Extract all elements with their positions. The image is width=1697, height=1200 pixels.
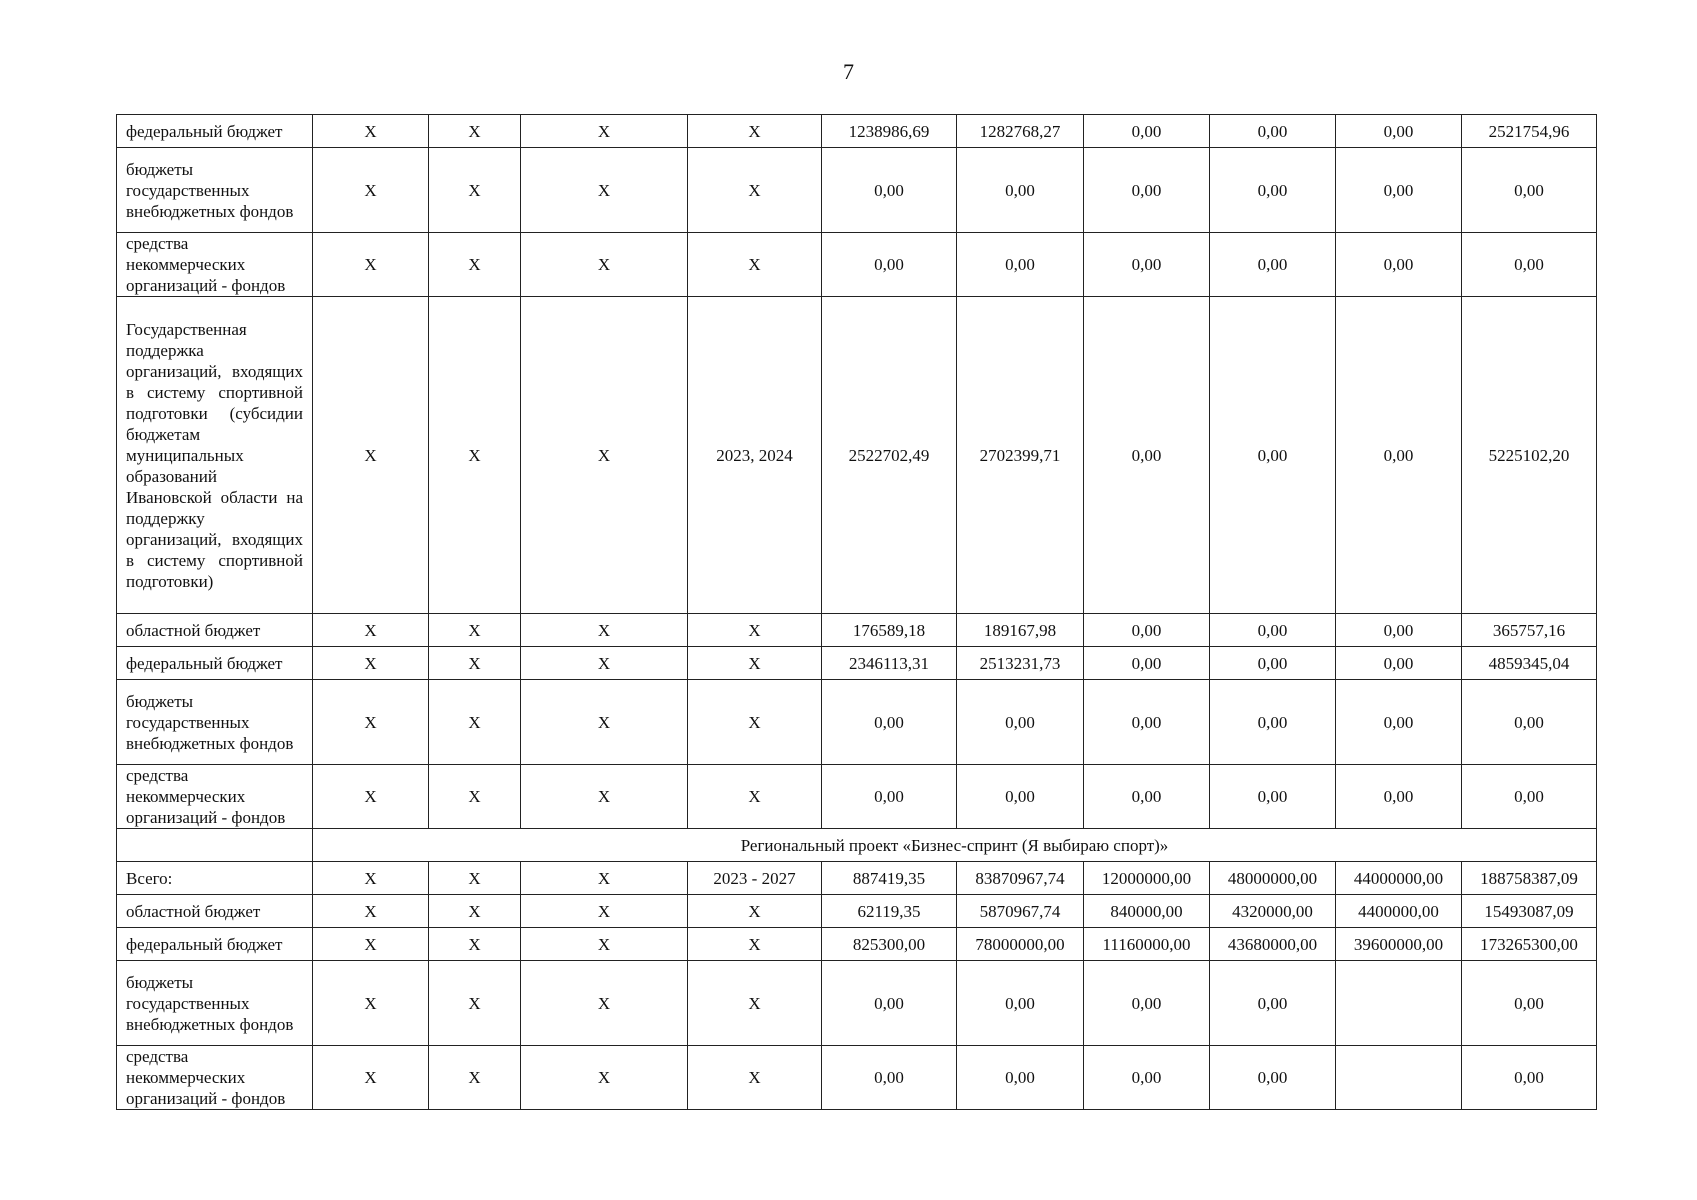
table-cell: Х: [313, 928, 429, 961]
table-cell: Х: [688, 928, 822, 961]
table-row: [117, 680, 1597, 765]
section-empty-cell: [117, 829, 313, 862]
table-cell: Х: [521, 297, 688, 614]
table-cell: 4320000,00: [1210, 895, 1336, 928]
table-cell: Х: [688, 233, 822, 297]
table-cell: 0,00: [1210, 614, 1336, 647]
table-row: [117, 895, 1597, 928]
table-cell: 0,00: [1210, 680, 1336, 765]
table-cell: 0,00: [1336, 115, 1462, 148]
table-cell: 43680000,00: [1210, 928, 1336, 961]
row-label: федеральный бюджет: [117, 115, 313, 148]
table-row: [117, 614, 1597, 647]
table-cell: 0,00: [1210, 297, 1336, 614]
table-cell: Х: [521, 895, 688, 928]
table-cell: 0,00: [1336, 614, 1462, 647]
table-cell: Х: [688, 961, 822, 1046]
table-cell: 4400000,00: [1336, 895, 1462, 928]
table-cell: 78000000,00: [957, 928, 1084, 961]
row-label: бюджеты государственных внебюджетных фондов: [117, 961, 313, 1046]
table-cell: Х: [521, 961, 688, 1046]
table-cell: Х: [688, 1046, 822, 1110]
table-cell: Х: [521, 115, 688, 148]
table-cell: Х: [429, 895, 521, 928]
table-cell: Х: [429, 961, 521, 1046]
table-cell: 0,00: [1210, 233, 1336, 297]
table-cell: 0,00: [957, 233, 1084, 297]
table-cell: 0,00: [822, 1046, 957, 1110]
table-cell: 0,00: [1462, 961, 1597, 1046]
table-cell: 0,00: [822, 148, 957, 233]
row-label: областной бюджет: [117, 614, 313, 647]
table-cell: Х: [313, 680, 429, 765]
table-body-part-2: [117, 862, 1597, 1110]
table-cell: Х: [688, 680, 822, 765]
table-cell: 0,00: [1210, 765, 1336, 829]
table-cell: 62119,35: [822, 895, 957, 928]
row-label: бюджеты государственных внебюджетных фондов: [117, 148, 313, 233]
table-cell: 0,00: [1462, 233, 1597, 297]
table-cell: 1238986,69: [822, 115, 957, 148]
row-label: средства некоммерческих организаций - фондов: [117, 765, 313, 829]
table-cell: 0,00: [1336, 765, 1462, 829]
table-row: [117, 148, 1597, 233]
table-cell: 2023, 2024: [688, 297, 822, 614]
table-body-part-1: [117, 115, 1597, 829]
row-label: средства некоммерческих организаций - фондов: [117, 1046, 313, 1110]
table-cell: Х: [521, 928, 688, 961]
table-cell: Х: [429, 297, 521, 614]
table-cell: 5225102,20: [1462, 297, 1597, 614]
table-cell: 0,00: [1084, 148, 1210, 233]
table-row: [117, 233, 1597, 297]
table-cell: 0,00: [1084, 233, 1210, 297]
table-cell: Х: [313, 961, 429, 1046]
table-row: [117, 928, 1597, 961]
table-cell: 44000000,00: [1336, 862, 1462, 895]
table-cell: 0,00: [1084, 115, 1210, 148]
table-cell: Х: [429, 647, 521, 680]
table-cell: 0,00: [1084, 1046, 1210, 1110]
table-cell: Х: [429, 614, 521, 647]
table-cell: 0,00: [1336, 233, 1462, 297]
table-cell: 83870967,74: [957, 862, 1084, 895]
table-cell: 0,00: [1210, 1046, 1336, 1110]
table-cell: 0,00: [957, 680, 1084, 765]
table-cell: Х: [313, 148, 429, 233]
table-cell: 0,00: [1210, 148, 1336, 233]
table-cell: Х: [313, 614, 429, 647]
row-label: бюджеты государственных внебюджетных фондов: [117, 680, 313, 765]
table-cell: Х: [521, 862, 688, 895]
table-row: [117, 647, 1597, 680]
page-number: 7: [843, 59, 854, 84]
table-cell: 0,00: [1210, 115, 1336, 148]
row-label: областной бюджет: [117, 895, 313, 928]
table-cell: 2702399,71: [957, 297, 1084, 614]
table-row: [117, 297, 1597, 614]
table-cell: Х: [521, 680, 688, 765]
table-cell: 48000000,00: [1210, 862, 1336, 895]
table-cell: 0,00: [1084, 297, 1210, 614]
table-cell: 0,00: [1084, 961, 1210, 1046]
table-cell: [1336, 1046, 1462, 1110]
row-label: средства некоммерческих организаций - фондов: [117, 233, 313, 297]
table-cell: 825300,00: [822, 928, 957, 961]
table-cell: Х: [688, 614, 822, 647]
table-cell: Х: [688, 765, 822, 829]
table-cell: Х: [429, 1046, 521, 1110]
table-cell: 39600000,00: [1336, 928, 1462, 961]
table-cell: 0,00: [1336, 148, 1462, 233]
table-cell: Х: [521, 148, 688, 233]
table-cell: 0,00: [822, 233, 957, 297]
table-cell: 15493087,09: [1462, 895, 1597, 928]
table-cell: 1282768,27: [957, 115, 1084, 148]
table-cell: 0,00: [1336, 647, 1462, 680]
table-cell: 0,00: [1336, 297, 1462, 614]
table-cell: 0,00: [822, 680, 957, 765]
table-cell: Х: [313, 1046, 429, 1110]
table-cell: 4859345,04: [1462, 647, 1597, 680]
table-row: [117, 115, 1597, 148]
table-cell: Х: [521, 647, 688, 680]
table-cell: Х: [521, 765, 688, 829]
table-cell: Х: [688, 647, 822, 680]
row-label: федеральный бюджет: [117, 647, 313, 680]
table-section-header: [117, 829, 1597, 862]
table-cell: 0,00: [1210, 961, 1336, 1046]
table-cell: 173265300,00: [1462, 928, 1597, 961]
table-cell: Х: [521, 614, 688, 647]
table-cell: 5870967,74: [957, 895, 1084, 928]
table-cell: 12000000,00: [1084, 862, 1210, 895]
table-cell: [1336, 961, 1462, 1046]
table-cell: 0,00: [1462, 148, 1597, 233]
table-cell: Х: [688, 115, 822, 148]
table-cell: Х: [688, 148, 822, 233]
table-cell: 0,00: [1336, 680, 1462, 765]
table-cell: 0,00: [822, 765, 957, 829]
row-label: Всего:: [117, 862, 313, 895]
table-cell: 0,00: [957, 765, 1084, 829]
table-cell: 11160000,00: [1084, 928, 1210, 961]
table-cell: 0,00: [822, 961, 957, 1046]
table-cell: Х: [313, 233, 429, 297]
table-cell: 2346113,31: [822, 647, 957, 680]
table-cell: 365757,16: [1462, 614, 1597, 647]
table-row: [117, 765, 1597, 829]
table-cell: Х: [521, 1046, 688, 1110]
table-cell: 840000,00: [1084, 895, 1210, 928]
table-cell: 2513231,73: [957, 647, 1084, 680]
table-cell: Х: [429, 765, 521, 829]
table-cell: 0,00: [1462, 1046, 1597, 1110]
budget-table: [116, 114, 1597, 1110]
row-label: Государственная поддержка организаций, входящих в систему спортивной подготовки (субсидии бюджетам муниципальных образований Ивановской области на поддержку организаций, входящих в систему спортивной подготовки): [117, 297, 313, 614]
row-label: федеральный бюджет: [117, 928, 313, 961]
table-cell: Х: [429, 862, 521, 895]
table-row: [117, 1046, 1597, 1110]
table-cell: 2522702,49: [822, 297, 957, 614]
table-row: [117, 961, 1597, 1046]
table-cell: 0,00: [1462, 765, 1597, 829]
table-cell: Х: [521, 233, 688, 297]
table-cell: 0,00: [1084, 614, 1210, 647]
table-cell: Х: [429, 928, 521, 961]
table-cell: Х: [688, 895, 822, 928]
table-cell: Х: [313, 862, 429, 895]
table-cell: Х: [313, 297, 429, 614]
table-cell: 188758387,09: [1462, 862, 1597, 895]
table-cell: 887419,35: [822, 862, 957, 895]
table-cell: 0,00: [1084, 765, 1210, 829]
section-row: [117, 829, 1597, 862]
table-cell: Х: [429, 148, 521, 233]
table-cell: Х: [429, 680, 521, 765]
table-cell: 2023 - 2027: [688, 862, 822, 895]
table-cell: 0,00: [957, 1046, 1084, 1110]
table-cell: 2521754,96: [1462, 115, 1597, 148]
table-cell: 176589,18: [822, 614, 957, 647]
table-cell: 0,00: [1084, 647, 1210, 680]
table-cell: 0,00: [1462, 680, 1597, 765]
table-cell: Х: [313, 115, 429, 148]
table-cell: 189167,98: [957, 614, 1084, 647]
table-cell: 0,00: [957, 148, 1084, 233]
table-cell: Х: [429, 115, 521, 148]
table-cell: Х: [429, 233, 521, 297]
table-cell: 0,00: [1210, 647, 1336, 680]
table-cell: Х: [313, 647, 429, 680]
table-cell: Х: [313, 895, 429, 928]
section-title: Региональный проект «Бизнес-спринт (Я выбираю спорт)»: [313, 829, 1597, 862]
table-row: [117, 862, 1597, 895]
table-cell: Х: [313, 765, 429, 829]
table-cell: 0,00: [957, 961, 1084, 1046]
table-cell: 0,00: [1084, 680, 1210, 765]
